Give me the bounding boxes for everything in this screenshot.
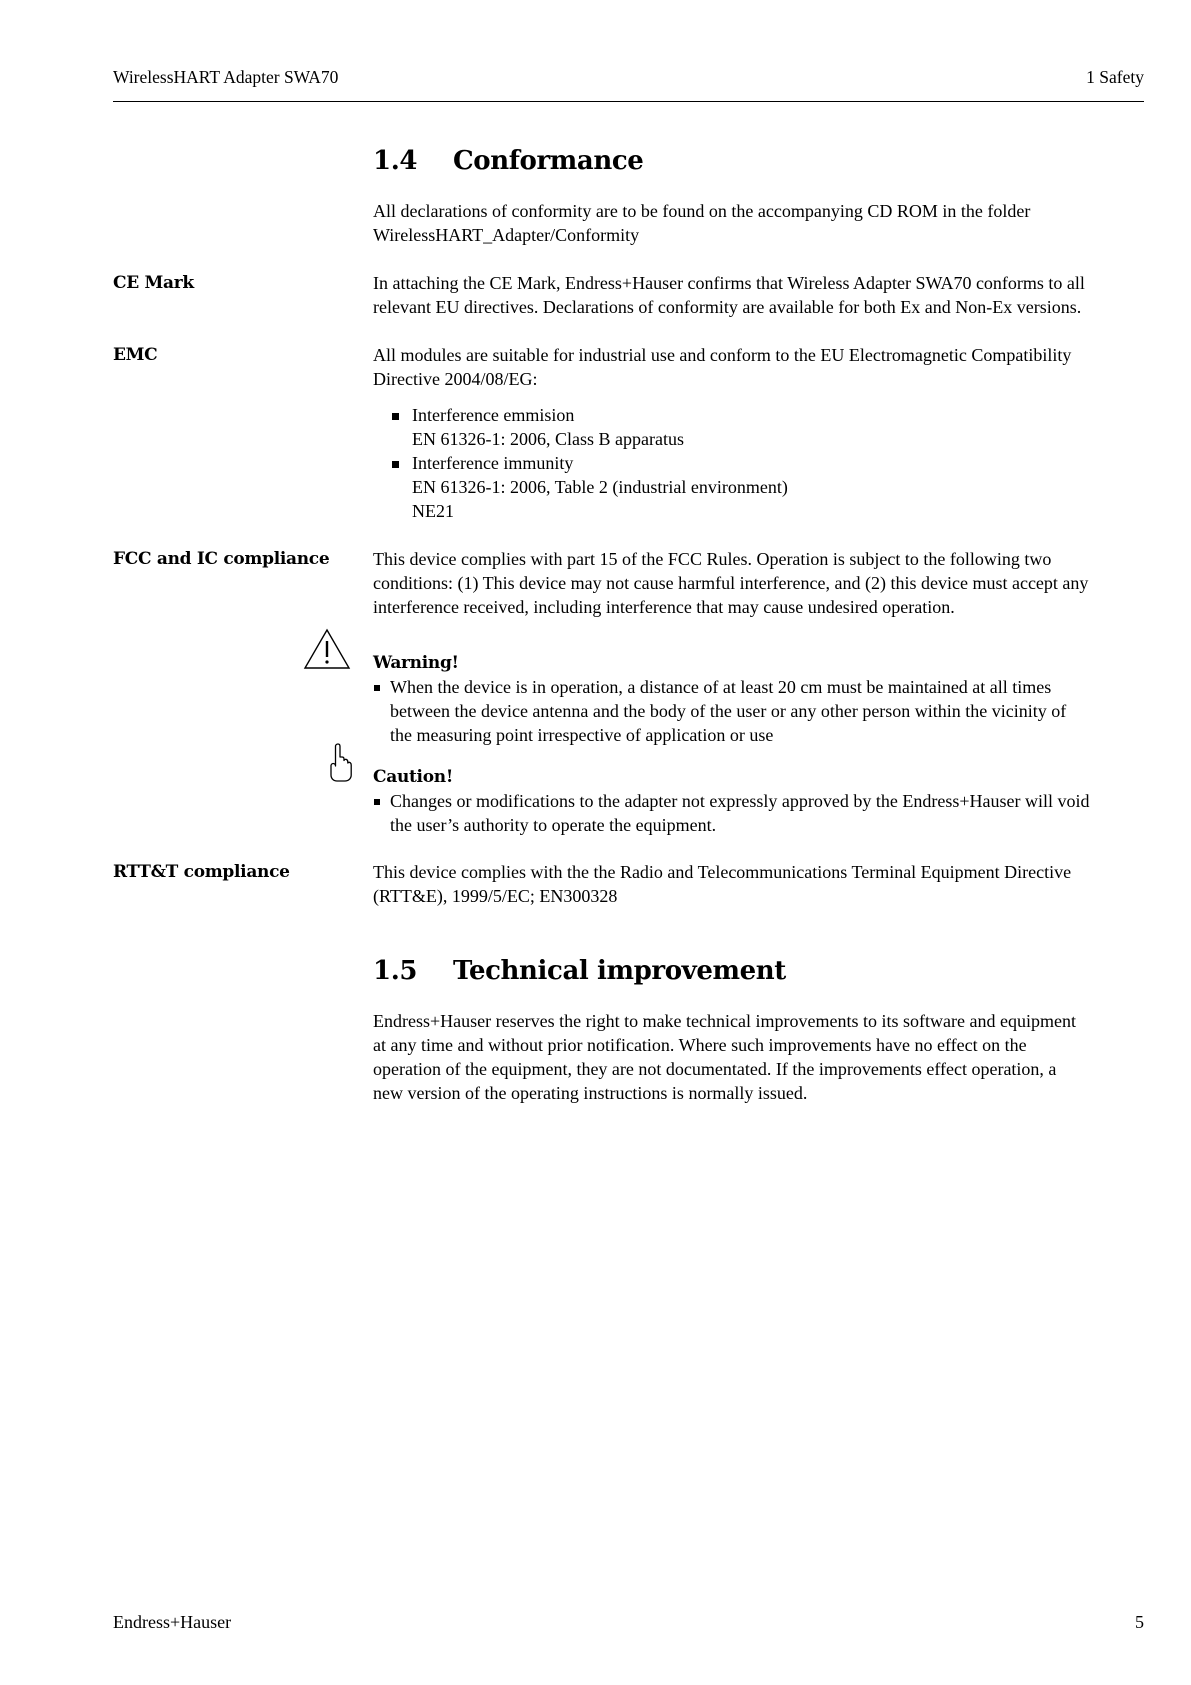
bullet-square-icon (392, 413, 399, 420)
emc-item-line: EN 61326-1: 2006, Table 2 (industrial environment) (412, 477, 788, 497)
emc-item-line: NE21 (412, 501, 454, 521)
fcc-label: FCC and IC compliance (113, 549, 330, 569)
emc-line-1: All modules are suitable for industrial use and conform to the EU Electromagnetic Compatibility (373, 345, 1072, 365)
footer-company: Endress+Hauser (113, 1612, 232, 1632)
technical-improvement-line-1: Endress+Hauser reserves the right to make technical improvements to its software and equipment (373, 1011, 1076, 1031)
bullet-square-icon (392, 461, 399, 468)
caution-item (373, 789, 1090, 837)
emc-line-2: Directive 2004/08/EG: (373, 369, 538, 389)
technical-improvement-line-3: operation of the equipment, they are not documentated. If the improvements effect operation, a (373, 1059, 1057, 1079)
emc-list-item (373, 451, 788, 523)
conformance-intro-line-2: WirelessHART_Adapter/Conformity (373, 225, 640, 245)
section-1-4-number: 1.4 (373, 146, 418, 176)
bullet-square-icon (374, 685, 380, 691)
fcc-line-1: This device complies with part 15 of the FCC Rules. Operation is subject to the following two (373, 549, 1052, 569)
emc-item-line: EN 61326-1: 2006, Class B apparatus (412, 429, 684, 449)
section-1-5-title: Technical improvement (453, 956, 786, 986)
rtte-paragraph (373, 860, 1071, 908)
section-1-4-title: Conformance (453, 146, 644, 176)
caution-heading: Caution! (373, 767, 453, 787)
fcc-line-2: conditions: (1) This device may not cause harmful interference, and (2) this device must accept any (373, 573, 1089, 593)
warning-note (373, 651, 1066, 747)
pointing-hand-icon (328, 742, 354, 784)
technical-improvement-line-2: at any time and without prior notification. Where such improvements have no effect on the (373, 1035, 1027, 1055)
emc-list-item (373, 403, 788, 451)
technical-improvement-line-4: new version of the operating instructions is normally issued. (373, 1083, 808, 1103)
section-1-5-number: 1.5 (373, 956, 418, 986)
ce-mark-paragraph (373, 271, 1085, 319)
ce-mark-line-2: relevant EU directives. Declarations of conformity are available for both Ex and Non-Ex versions. (373, 297, 1082, 317)
caution-note (373, 765, 1090, 837)
conformance-intro-line-1: All declarations of conformity are to be found on the accompanying CD ROM in the folder (373, 201, 1031, 221)
fcc-line-3: interference received, including interference that may cause undesired operation. (373, 597, 955, 617)
header-chapter: 1 Safety (1086, 67, 1144, 87)
warning-line-2: between the device antenna and the body of the user or any other person within the vicinity of (390, 701, 1067, 721)
warning-heading: Warning! (373, 653, 459, 673)
ce-mark-label: CE Mark (113, 273, 194, 293)
emc-list (373, 403, 788, 523)
page-number: 5 (1135, 1612, 1144, 1632)
header-divider (113, 101, 1144, 102)
rtte-label: RTT&T compliance (113, 862, 290, 882)
bullet-square-icon (374, 799, 380, 805)
page-footer (113, 1610, 1144, 1634)
warning-line-1: When the device is in operation, a distance of at least 20 cm must be maintained at all times (390, 677, 1052, 697)
emc-label: EMC (113, 345, 158, 365)
ce-mark-line-1: In attaching the CE Mark, Endress+Hauser confirms that Wireless Adapter SWA70 conforms to all (373, 273, 1085, 293)
warning-triangle-icon (303, 628, 351, 670)
conformance-intro (373, 199, 1030, 247)
caution-line-2: the user’s authority to operate the equipment. (390, 815, 717, 835)
page-header (113, 66, 1144, 88)
emc-item-line: Interference emmision (412, 405, 575, 425)
technical-improvement-paragraph (373, 1009, 1076, 1105)
emc-item-line: Interference immunity (412, 453, 574, 473)
section-1-4-heading (373, 144, 643, 178)
section-1-5-heading (373, 954, 786, 988)
fcc-paragraph (373, 547, 1088, 619)
rtte-line-2: (RTT&E), 1999/5/EC; EN300328 (373, 886, 618, 906)
warning-line-3: the measuring point irrespective of application or use (390, 725, 774, 745)
emc-paragraph (373, 343, 1071, 391)
caution-line-1: Changes or modifications to the adapter not expressly approved by the Endress+Hauser will void (390, 791, 1090, 811)
header-document-title: WirelessHART Adapter SWA70 (113, 67, 339, 87)
warning-item (373, 675, 1066, 747)
rtte-line-1: This device complies with the the Radio and Telecommunications Terminal Equipment Directive (373, 862, 1072, 882)
